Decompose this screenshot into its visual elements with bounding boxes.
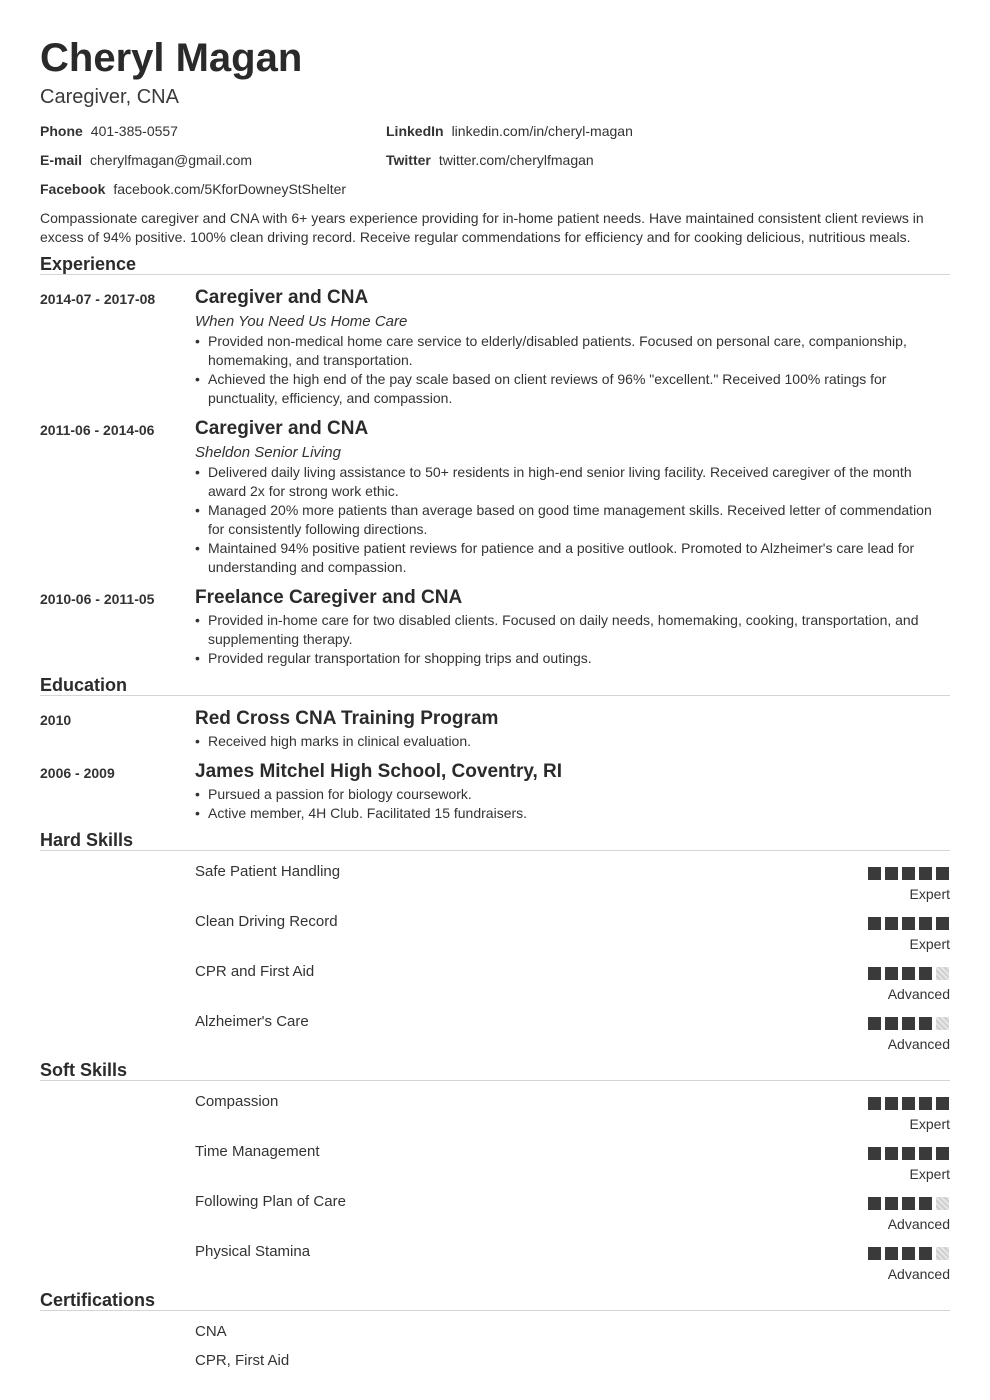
linkedin-link[interactable]: linkedin.com/in/cheryl-magan bbox=[451, 123, 633, 139]
skill-name: CPR and First Aid bbox=[195, 963, 315, 980]
candidate-title: Caregiver, CNA bbox=[40, 86, 179, 108]
skill-rating bbox=[868, 1017, 950, 1030]
education-dates: 2006 - 2009 bbox=[40, 765, 115, 781]
rating-square-filled bbox=[902, 1247, 915, 1260]
job-company: Sheldon Senior Living bbox=[195, 444, 341, 461]
skill-name: Physical Stamina bbox=[195, 1243, 311, 1260]
rating-square-filled bbox=[868, 917, 881, 930]
contact-linkedin bbox=[386, 122, 633, 140]
education-bullets bbox=[195, 732, 950, 751]
skill-level: Advanced bbox=[887, 1266, 950, 1282]
rating-square-filled bbox=[885, 867, 898, 880]
rating-square-filled bbox=[902, 1147, 915, 1160]
rating-square-filled bbox=[936, 1147, 949, 1160]
rating-square-filled bbox=[902, 1097, 915, 1110]
rating-square-filled bbox=[885, 1017, 898, 1030]
twitter-link[interactable]: twitter.com/cherylfmagan bbox=[438, 152, 594, 168]
rating-square-filled bbox=[902, 967, 915, 980]
skill-name: Alzheimer's Care bbox=[195, 1013, 309, 1030]
job-bullets bbox=[195, 611, 950, 668]
section-title-soft-skills: Soft Skills bbox=[40, 1060, 128, 1080]
skill-level: Expert bbox=[909, 886, 950, 902]
twitter-label: Twitter bbox=[386, 152, 431, 168]
section-divider bbox=[40, 1080, 950, 1081]
skill-rating bbox=[868, 1097, 950, 1110]
rating-square-filled bbox=[868, 1197, 881, 1210]
rating-square-filled bbox=[902, 867, 915, 880]
rating-square-filled bbox=[885, 1097, 898, 1110]
certification-item: CNA bbox=[195, 1323, 227, 1340]
rating-square-filled bbox=[885, 1197, 898, 1210]
skill-rating bbox=[868, 867, 950, 880]
rating-square-filled bbox=[902, 917, 915, 930]
section-title-education: Education bbox=[40, 675, 128, 695]
section-title-experience: Experience bbox=[40, 254, 137, 274]
rating-square-filled bbox=[868, 1017, 881, 1030]
phone-label: Phone bbox=[40, 123, 83, 139]
skill-name: Time Management bbox=[195, 1143, 320, 1160]
rating-square-filled bbox=[885, 1247, 898, 1260]
rating-square-filled bbox=[868, 867, 881, 880]
rating-square-filled bbox=[868, 1147, 881, 1160]
contact-email bbox=[40, 151, 252, 169]
rating-square-filled bbox=[919, 1097, 932, 1110]
skill-level: Advanced bbox=[887, 986, 950, 1002]
skill-name: Safe Patient Handling bbox=[195, 863, 341, 880]
skill-level: Expert bbox=[909, 1116, 950, 1132]
skill-name: Following Plan of Care bbox=[195, 1193, 346, 1210]
rating-square-filled bbox=[868, 967, 881, 980]
rating-square-empty bbox=[936, 1197, 949, 1210]
education-title: Red Cross CNA Training Program bbox=[195, 708, 499, 729]
certification-item: CPR, First Aid bbox=[195, 1352, 290, 1369]
job-bullets bbox=[195, 332, 950, 408]
candidate-name: Cheryl Magan bbox=[40, 36, 303, 80]
job-title: Caregiver and CNA bbox=[195, 418, 369, 439]
rating-square-filled bbox=[885, 967, 898, 980]
rating-square-filled bbox=[919, 1197, 932, 1210]
rating-square-filled bbox=[885, 1147, 898, 1160]
list-item: • Pursued a passion for biology coursework. bbox=[195, 785, 950, 804]
rating-square-filled bbox=[936, 917, 949, 930]
email-link[interactable]: cherylfmagan@gmail.com bbox=[90, 152, 253, 168]
list-item: • Managed 20% more patients than average based on good time management skills. Received letter of commendation for consistently following directions. bbox=[195, 501, 950, 539]
list-item: • Achieved the high end of the pay scale based on client reviews of 96% "excellent." Received 100% ratings for punctuality, efficiency, and compassion. bbox=[195, 370, 950, 408]
rating-square-filled bbox=[868, 1247, 881, 1260]
list-item: • Active member, 4H Club. Facilitated 15 fundraisers. bbox=[195, 804, 950, 823]
list-item: • Received high marks in clinical evaluation. bbox=[195, 732, 950, 751]
rating-square-filled bbox=[902, 1017, 915, 1030]
list-item: • Maintained 94% positive patient reviews for patience and a positive outlook. Promoted to Alzheimer's care lead for understanding and compassion. bbox=[195, 539, 950, 577]
education-title: James Mitchel High School, Coventry, RI bbox=[195, 761, 563, 782]
facebook-label: Facebook bbox=[40, 181, 106, 197]
skill-level: Expert bbox=[909, 1166, 950, 1182]
rating-square-filled bbox=[936, 1097, 949, 1110]
rating-square-filled bbox=[902, 1197, 915, 1210]
job-title: Freelance Caregiver and CNA bbox=[195, 587, 463, 608]
rating-square-filled bbox=[919, 1147, 932, 1160]
list-item: • Delivered daily living assistance to 50+ residents in high-end senior living facility. Received caregiver of the month award 2x for strong work ethic. bbox=[195, 463, 950, 501]
job-dates: 2010-06 - 2011-05 bbox=[40, 591, 155, 607]
skill-rating bbox=[868, 1197, 950, 1210]
skill-name: Compassion bbox=[195, 1093, 279, 1110]
contact-phone bbox=[40, 122, 178, 140]
rating-square-empty bbox=[936, 1017, 949, 1030]
education-bullets bbox=[195, 785, 950, 823]
list-item: • Provided regular transportation for shopping trips and outings. bbox=[195, 649, 950, 668]
rating-square-filled bbox=[919, 867, 932, 880]
section-divider bbox=[40, 1310, 950, 1311]
skill-level: Expert bbox=[909, 936, 950, 952]
list-item: • Provided in-home care for two disabled clients. Focused on daily needs, homemaking, cooking, transportation, and supplementing therapy. bbox=[195, 611, 950, 649]
skill-rating bbox=[868, 967, 950, 980]
profile-summary: Compassionate caregiver and CNA with 6+ years experience providing for in-home patient needs. Have maintained consistent client reviews in excess of 94% positive. 100% clean driving record. Receive regular commendations for efficiency and for cooking delicious, nutritious meals. bbox=[40, 210, 924, 245]
rating-square-filled bbox=[885, 917, 898, 930]
linkedin-label: LinkedIn bbox=[386, 123, 444, 139]
facebook-link[interactable]: facebook.com/5KforDowneyStShelter bbox=[113, 181, 347, 197]
job-dates: 2014-07 - 2017-08 bbox=[40, 291, 156, 307]
rating-square-filled bbox=[919, 917, 932, 930]
section-divider bbox=[40, 274, 950, 275]
job-company: When You Need Us Home Care bbox=[195, 313, 408, 330]
section-title-hard-skills: Hard Skills bbox=[40, 830, 134, 850]
rating-square-filled bbox=[919, 967, 932, 980]
skill-name: Clean Driving Record bbox=[195, 913, 338, 930]
rating-square-filled bbox=[919, 1247, 932, 1260]
rating-square-filled bbox=[936, 867, 949, 880]
phone-value: 401-385-0557 bbox=[90, 123, 178, 139]
section-divider bbox=[40, 850, 950, 851]
contact-facebook bbox=[40, 180, 346, 198]
section-divider bbox=[40, 695, 950, 696]
section-title-certifications: Certifications bbox=[40, 1290, 156, 1310]
job-title: Caregiver and CNA bbox=[195, 287, 369, 308]
skill-rating bbox=[868, 1147, 950, 1160]
skill-level: Advanced bbox=[887, 1036, 950, 1052]
contact-twitter bbox=[386, 151, 594, 169]
email-label: E-mail bbox=[40, 152, 83, 168]
list-item: • Provided non-medical home care service to elderly/disabled patients. Focused on personal care, companionship, homemaking, and transportation. bbox=[195, 332, 950, 370]
job-bullets bbox=[195, 463, 950, 577]
education-dates: 2010 bbox=[40, 712, 72, 728]
rating-square-filled bbox=[868, 1097, 881, 1110]
skill-rating bbox=[868, 1247, 950, 1260]
rating-square-empty bbox=[936, 1247, 949, 1260]
rating-square-empty bbox=[936, 967, 949, 980]
skill-level: Advanced bbox=[887, 1216, 950, 1232]
rating-square-filled bbox=[919, 1017, 932, 1030]
job-dates: 2011-06 - 2014-06 bbox=[40, 422, 155, 438]
skill-rating bbox=[868, 917, 950, 930]
